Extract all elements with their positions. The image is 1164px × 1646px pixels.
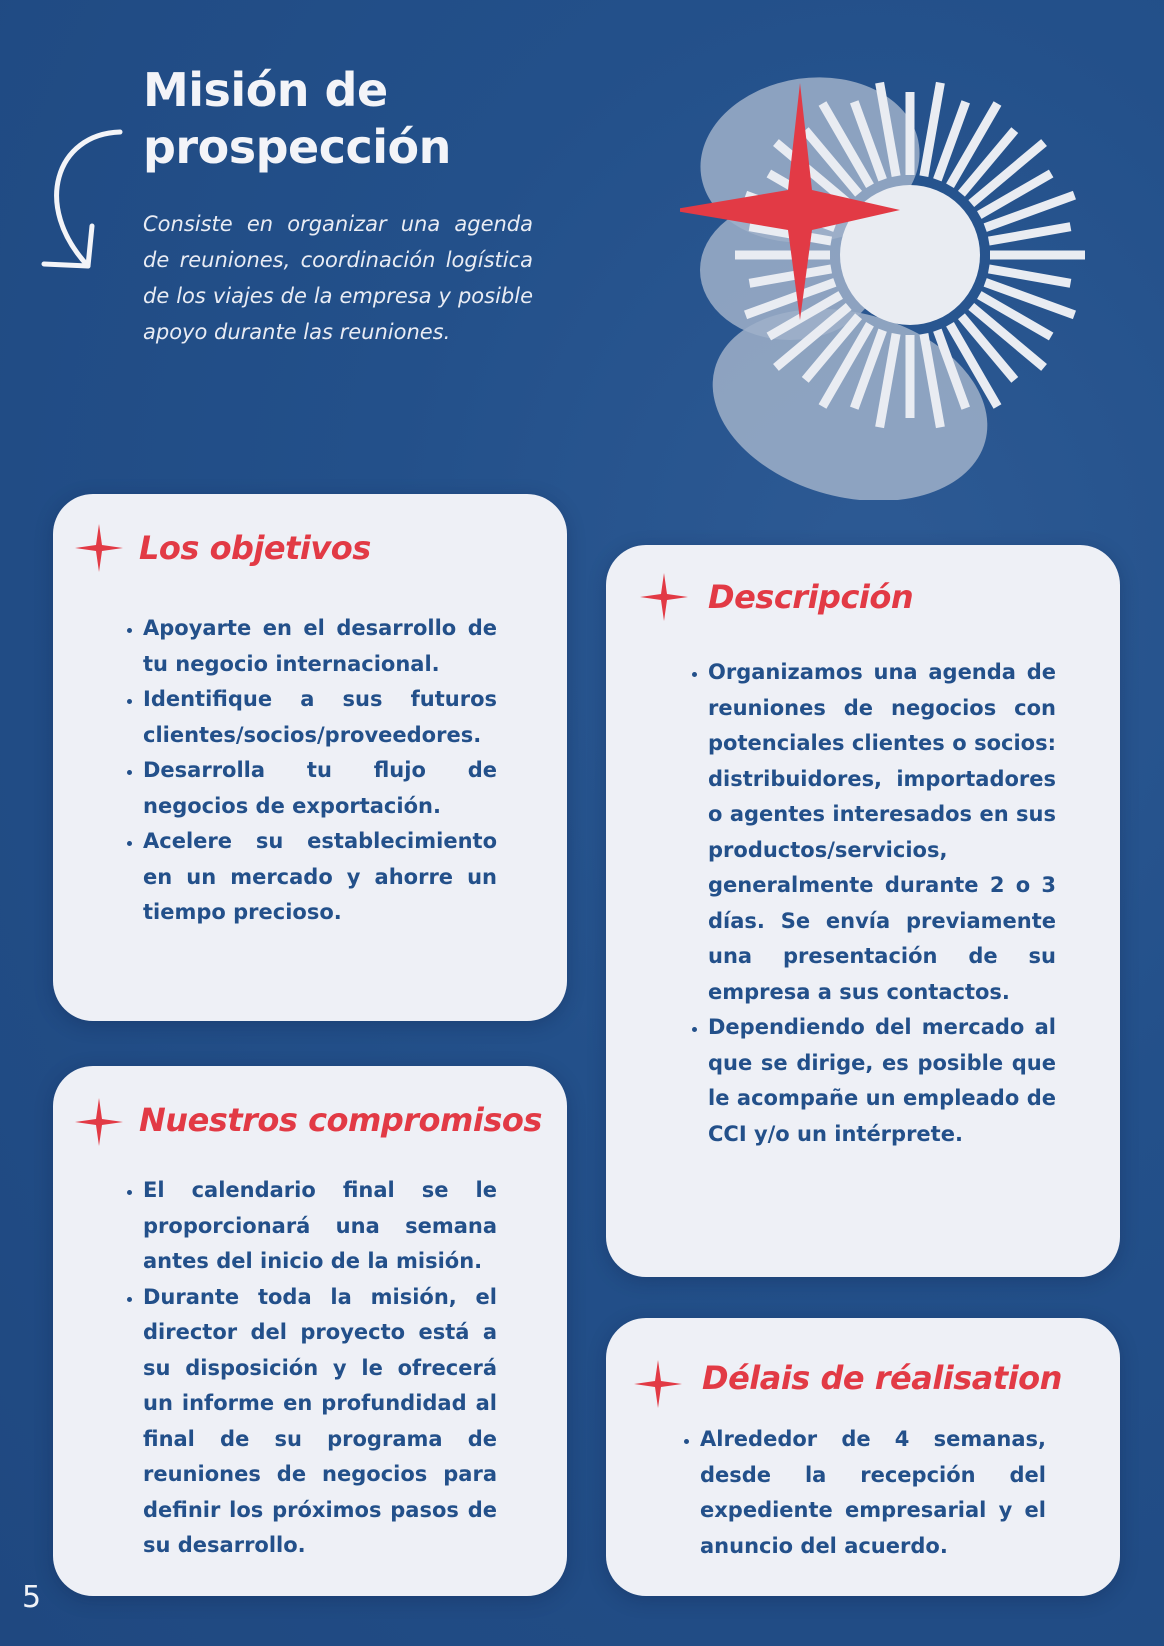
objetivos-list bbox=[119, 611, 497, 931]
sparkle-icon bbox=[73, 1096, 125, 1148]
card-title: Nuestros compromisos bbox=[139, 1101, 542, 1139]
compromisos-list bbox=[119, 1173, 497, 1564]
card-compromisos bbox=[53, 1066, 567, 1596]
sparkle-icon bbox=[73, 522, 125, 574]
list-item: • Alrededor de 4 semanas, desde la recepción del expediente empresarial y el anuncio del acuerdo. bbox=[700, 1422, 1046, 1564]
sparkle-icon bbox=[638, 571, 690, 623]
list-item: • Identifique a sus futuros clientes/socios/proveedores. bbox=[143, 682, 497, 753]
card-title: Descripción bbox=[708, 578, 914, 616]
intro-paragraph: Consiste en organizar una agenda de reuniones, coordinación logística de los viajes de la empresa y posible apoyo durante las reuniones. bbox=[143, 212, 533, 344]
delais-list bbox=[676, 1422, 1046, 1564]
sunburst-ray bbox=[924, 83, 940, 177]
list-item: • Apoyarte en el desarrollo de tu negocio internacional. bbox=[143, 611, 497, 682]
page-title bbox=[143, 62, 451, 176]
list-item: • Desarrolla tu flujo de negocios de exportación. bbox=[143, 753, 497, 824]
page-number: 5 bbox=[22, 1580, 42, 1615]
list-item: • Dependiendo del mercado al que se dirige, es posible que le acompañe un empleado de CCI y/o un intérprete. bbox=[708, 1010, 1056, 1152]
card-objetivos bbox=[53, 494, 567, 1021]
sparkle-icon bbox=[632, 1358, 684, 1410]
card-delais bbox=[606, 1318, 1120, 1596]
card-title: Délais de réalisation bbox=[702, 1359, 1062, 1397]
title-line-1: Misión de bbox=[143, 63, 388, 117]
title-line-2: prospección bbox=[143, 120, 451, 174]
descripcion-list bbox=[684, 655, 1056, 1152]
card-descripcion bbox=[606, 545, 1120, 1277]
list-item: • Durante toda la misión, el director del proyecto está a su disposición y le ofrecerá un informe en profundidad al final de su programa de reuniones de negocios para definir los próximos pasos de su desarrollo. bbox=[143, 1280, 497, 1564]
card-title: Los objetivos bbox=[139, 529, 371, 567]
list-item: • El calendario final se le proporcionará una semana antes del inicio de la misión. bbox=[143, 1173, 497, 1280]
sunburst-ray bbox=[989, 269, 1071, 283]
list-item: • Organizamos una agenda de reuniones de negocios con potenciales clientes o socios: distribuidores, importadores o agentes interesados en sus productos/servicios, generalmente durante 2 o 3 días. Se envía previamente una presentación de su empresa a sus contactos. bbox=[708, 655, 1056, 1010]
curved-arrow-icon bbox=[36, 126, 126, 286]
sunburst-ray bbox=[989, 227, 1071, 241]
sunburst-decoration bbox=[680, 40, 1120, 500]
list-item: • Acelere su establecimiento en un mercado y ahorre un tiempo precioso. bbox=[143, 824, 497, 931]
